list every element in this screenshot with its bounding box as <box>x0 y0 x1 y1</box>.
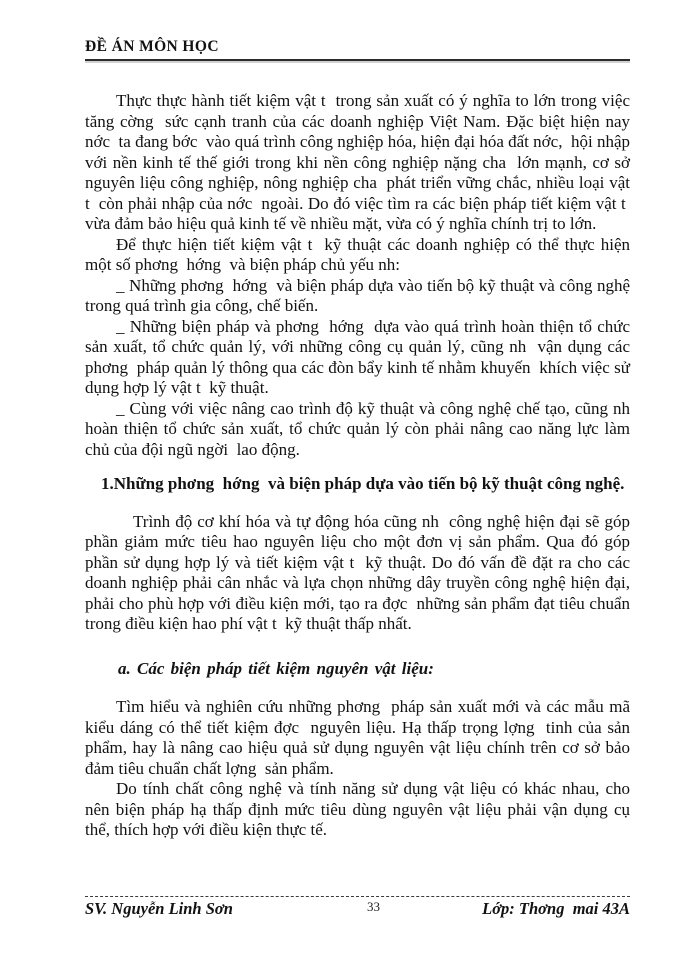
paragraph-research: Tìm hiểu và nghiên cứu những phơng pháp sản xuất mới và các mẫu mã kiểu dáng có thể tiết kiệm đợc nguyên liệu. Hạ thấp trọng lợng tinh của sản phẩm, hay là nâng cao hiệu quả sử dụng nguyên vật liệu chính trên cơ sở bảo đảm tiêu chuẩn chất lợng sản phẩm. <box>85 697 630 778</box>
subsection-heading-a: a. Các biện pháp tiết kiệm nguyên vật liệu: <box>118 658 434 678</box>
page-number: 33 <box>367 899 380 914</box>
paragraph-material-norms: Do tính chất công nghệ và tính năng sử dụng vật liệu có khác nhau, cho nên biện pháp hạ thấp định mức tiêu dùng nguyên vật liệu phải vận dụng cụ thể, thích hợp với điều kiện thực tế. <box>85 779 630 839</box>
page-header-title <box>85 38 630 61</box>
document-content <box>85 38 630 841</box>
bullet-tech-progress: _ Những phơng hớng và biện pháp dựa vào tiến bộ kỹ thuật và công nghệ trong quá trình gia công, chế biến. <box>85 275 630 315</box>
page-footer <box>85 896 630 919</box>
bullet-organization: _ Những biện pháp và phơng hớng dựa vào quá trình hoàn thiện tổ chức sản xuất, tổ chức quản lý, với những công cụ quản lý, cũng nh vận dụng các phơng pháp quản lý thông qua các đòn bẩy kinh tế nhằm khuyến khích việc sử dụng hợp lý vật t kỹ thuật. <box>85 316 630 397</box>
section-heading-1: 1.Những phơng hớng và biện pháp dựa vào tiến bộ kỹ thuật công nghệ. <box>101 474 625 493</box>
paragraph-methods-lead: Để thực hiện tiết kiệm vật t kỹ thuật các doanh nghiệp có thể thực hiện một số phơng hớng và biện pháp chủ yếu nh: <box>85 234 630 274</box>
paragraph-intro: Thực thực hành tiết kiệm vật t trong sản xuất có ý nghĩa to lớn trong việc tăng cờng sức cạnh tranh của các doanh nghiệp Việt Nam. Đặc biệt hiện nay nớc ta đang bớc vào quá trình công nghiệp hóa, hiện đại hóa đất nớc, hội nhập với nền kinh tế thế giới trong khi nền công nghiệp nặng cha lớn mạnh, cơ sở nguyên liệu công nghiệp, nông nghiệp cha phát triển vững chắc, nhiều loại vật t còn phải nhập của nớc ngoài. Do đó việc tìm ra các biện pháp tiết kiệm vật t vừa đảm bảo hiệu quả kinh tế về nhiều mặt, vừa có ý nghĩa chính trị to lớn. <box>85 91 630 233</box>
header-title-text: ĐỀ ÁN MÔN HỌC <box>85 38 219 55</box>
paragraph-mechanization: Trình độ cơ khí hóa và tự động hóa cũng nh công nghệ hiện đại sẽ góp phần giảm mức tiêu hao nguyên liệu cho một đơn vị sản phẩm. Qua đó góp phần sử dụng hợp lý và tiết kiệm vật t kỹ thuật. Do đó vấn đề đặt ra cho các doanh nghiệp phải cân nhắc và lựa chọn những dây truyền công nghệ hiện đại, phải cho phù hợp với điều kiện mới, tạo ra đợc những sản phẩm đạt tiêu chuẩn trong điều kiện hao phí vật t kỹ thuật thấp nhất. <box>85 511 630 633</box>
footer-class-name: Lớp: Thơng mai 43A <box>482 899 630 918</box>
footer-author: SV. Nguyễn Linh Sơn <box>85 899 233 918</box>
bullet-workforce: _ Cùng với việc nâng cao trình độ kỹ thuật và công nghệ chế tạo, cũng nh hoàn thiện tổ chức sản xuất, tổ chức quản lý còn phải nâng cao năng lực làm chủ của đội ngũ ngời lao động. <box>85 398 630 459</box>
